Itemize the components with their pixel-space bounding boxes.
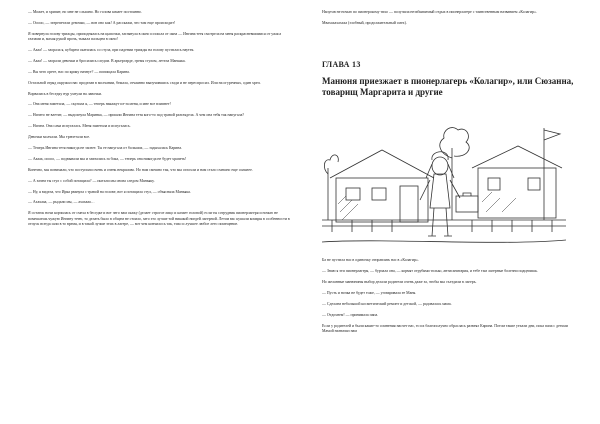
paragraph: — Пусть и ночка не будет тоже, — уговаривала ее Маня.	[322, 290, 417, 295]
right-page	[322, 10, 576, 424]
paragraph: Девочки молчали. Мы трепетали все.	[28, 135, 91, 140]
paragraph: — Отдохнем! — принимала папа.	[322, 312, 379, 317]
paragraph: Но желанные манюнины выбор делали родители очень даже за, чтобы мы съездили в лагерь.	[322, 279, 477, 284]
paragraph: — Аааа! — заорали девочки и бросились следом. В арьергарде, гремя стулом, летела Маньяка.	[28, 58, 186, 63]
paragraph: — А зачем ты стул с собой потащила? — пытали мы снова следом Маньяку.	[28, 178, 155, 183]
paragraph: Конечно, мы понимали, что поступили очень и очень некрасиво. Но нам смешно так, что мы оглохли и нам стало смешно еще сильнее.	[28, 167, 253, 172]
paragraph: — Сделаем небольшой косметический ремонт и детской, — радовалась мама.	[322, 301, 452, 306]
paragraph: — Вы чего орете, нас по крику начнут? — попищала Карина.	[28, 69, 130, 74]
paragraph: — Может, и хрипит, но мне не слышно. Но голова качает постоянно.	[28, 10, 142, 14]
girl-with-suitcase-illustration	[322, 108, 566, 250]
paragraph: Ворвались в беседку нур ухнули на лавочки.	[28, 91, 102, 96]
paragraph: — Аааа! — заорала я, кубарем скатилась со стула, при падении трижды на голову пустилась наутек.	[28, 47, 195, 52]
paragraph: Ба не пустила нас в одиночку отправлять нас в «Колагир».	[322, 258, 419, 263]
paragraph: — Ооооо, — затрепетали девочки, — вон оно как! А расскажи, что там еще происходит!	[28, 20, 176, 25]
paragraph: — Ничего не влетит, — выдохнула Маринка, — пришли Ингина тетя кого-то под травой разглядела. А чем она тебя так напугала?	[28, 113, 245, 118]
paragraph: Если у родителей и были какие-то сомнения насчет нас, то их благополучно обраслась развеял Карина. Потом такие уехали дни, пока папа с детьми Мамой назначил нам	[322, 323, 568, 333]
paragraph: Я остаток ночи корчилась от смеха в беседке и вот чего вам скажу (делает строгое лицо и качает головой) если ты сотрудник пионерлагеря и ночью не помешаешь чужую Ингину тетю, то делать было в общем не стоило, зато это лучше той никакой нигдей лагерной. Летом вас кушали комары в особенности в отпуск всегда шли в то время, и в такой лучше этих в лагере, — вот чем кончилось так, тихо и лучшее любое лето помещение.	[28, 211, 290, 226]
paragraph: Остальной отряд окружил нас проделав в молчании, бежала, отчаянно выпучившись сзади и не переспросил. Или на огуречных, один хреп.	[28, 80, 261, 85]
left-page	[28, 10, 290, 424]
paragraph: — Ну, я видела, что Ирка рванула с травой на голове, вот я потащила стул, — объясняла Маньяка.	[28, 189, 191, 194]
chapter-label: ГЛАВА 13	[322, 60, 361, 70]
paragraph: — Знаю я эти пионерлагеря, — бурчала она, — кормят отрубями только, антисанитария, и тебе там лагерные болезни подцепишь.	[322, 269, 539, 274]
paragraph: — Теперь Ингина тетя никогда не заснет. Ты ее напугала от больших, — задыхалась Карина.	[28, 145, 183, 150]
paragraph: Напугав не ночью по пионерскому тихо — получила незабываемый отдых в пионерлагере с таинственным названием «Колагир».	[322, 10, 537, 14]
paragraph: — Ничем. Она сама испугалась. Меня заметила и испугалась.	[28, 124, 131, 129]
paragraph: Я повернула голову трижды, приподнялась на цыпочки, заглянула в окно и пошла от окна — Ингина тетя смотрела на меня раскрасневшимися от ужаса глазами и, махая рукой прочь, тыкала пальцем в окно!	[28, 31, 282, 42]
chapter-title: Манюня приезжает в пионерлагерь «Колагир», или Сюзанна, товарищ Маргарита и другие	[322, 76, 574, 98]
paragraph: — Ааааа, ооооо, — подвывали мы и хватались за бока, — теперь она никогда не будет храпеть!	[28, 156, 187, 161]
paragraph: — Ахахааа, — рыдали мы, — ахахааа…	[28, 200, 95, 205]
paragraph: — Она меня заметила, — скулила я, — теперь накажут из-за меня, и мне все влипнет!	[28, 102, 171, 107]
paragraph: Мвахахахахаха (злобный, продолжительный смех).	[322, 20, 407, 25]
